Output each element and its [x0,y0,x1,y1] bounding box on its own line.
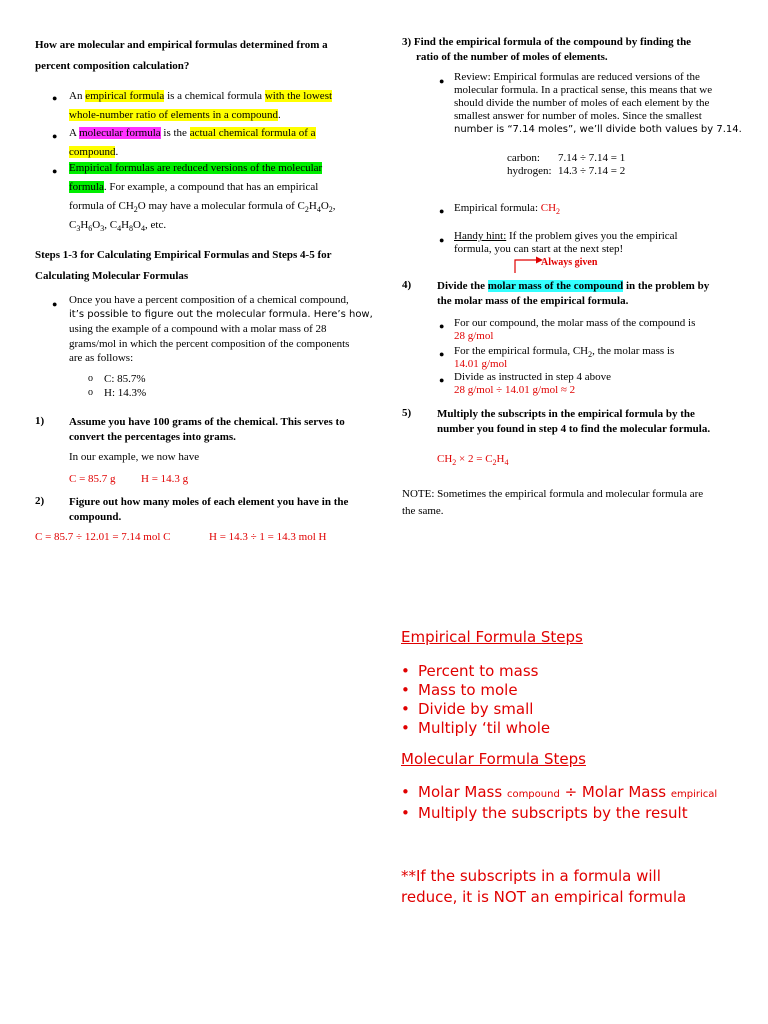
bullet-icon: ● [52,93,58,103]
step-4-compound-mass: For our compound, the molar mass of the compound is 28 g/mol [454,317,696,342]
bullet-icon: ● [52,166,58,176]
hydrogen-moles: H = 14.3 ÷ 1 = 14.3 mol H [209,531,327,543]
bullet-icon: ● [439,349,445,359]
steps-heading: Steps 1-3 for Calculating Empirical Formulas and Steps 4-5 for Calculating Molecular Formulas [35,249,332,282]
step-1-text: Assume you have 100 grams of the chemical. This serves to convert the percentages into grams. [69,416,345,443]
hydrogen-ratio: 14.3 ÷ 7.14 = 2 [558,165,626,177]
list-item: • Percent to mass [401,662,539,680]
step-2-text: Figure out how many moles of each element you have in the compound. [69,496,349,523]
always-given-label: Always given [541,257,598,268]
bullet-icon: ● [439,76,445,86]
percent-carbon: C: 85.7% [104,373,146,385]
empirical-steps-title: Empirical Formula Steps [401,628,583,646]
circle-bullet-icon: o [88,373,93,384]
empirical-formula-result: Empirical formula: $CH_2$ [454,202,561,217]
review-paragraph: Review: Empirical formulas are reduced versions of the molecular formula. In a practical sense, this means that we should divide the number of moles of each element by the smallest answer for number of moles. Since the smallest number is “7.14 moles”, we’ll divide both values by 7.14. [454,71,742,135]
step-1-example: In our example, we now have [69,451,200,463]
carbon-grams: C = 85.7 g [69,473,116,485]
molecular-definition: A molecular formula is the actual chemical formula of a compound. [69,127,316,158]
list-item: • Mass to mole [401,681,518,699]
bullet-icon: ● [439,321,445,331]
hydrogen-label: hydrogen: [507,165,552,177]
step-4-number: 4) [402,279,412,291]
carbon-label: carbon: [507,152,540,164]
bullet-icon: ● [52,131,58,141]
list-item: • Molar Mass compound ÷ Molar Mass empirical [401,783,718,801]
bullet-icon: ● [439,235,445,245]
bullet-icon: ● [439,206,445,216]
step-5-text: Multiply the subscripts in the empirical formula by the number you found in step 4 to find the molecular formula. [437,408,711,435]
molecular-formula-equation: $CH_2 \times 2 = C_2H_4$ [437,453,509,468]
carbon-moles: C = 85.7 ÷ 12.01 = 7.14 mol C [35,531,171,543]
step-4-divide: Divide as instructed in step 4 above 28 g/mol ÷ 14.01 g/mol ≈ 2 [454,371,612,396]
list-item: • Multiply the subscripts by the result [401,804,688,822]
step-3-heading: 3) Find the empirical formula of the compound by finding the ratio of the number of moles of elements. [402,36,692,63]
percent-hydrogen: H: 14.3% [104,387,147,399]
step-1-number: 1) [35,415,45,427]
carbon-ratio: 7.14 ÷ 7.14 = 1 [558,152,626,164]
step-5-number: 5) [402,407,412,419]
list-item: • Multiply ‘til whole [401,719,551,737]
reduced-versions-text: Empirical formulas are reduced versions of the molecular formula. For example, a compound that has an empirical formula of $CH_2O$ may have a molecular formula of $C_2H_4O_2$, $C_3H_6O_3$, $C_4H_8O_4$, etc. [69,162,336,234]
bullet-icon: ● [439,375,445,385]
molecular-steps-title: Molecular Formula Steps [401,750,586,768]
step-4-text: Divide the molar mass of the compound in the problem by the molar mass of the empirical formula. [437,280,710,307]
handy-hint: Handy hint: If the problem gives you the empirical formula, you can start at the next step! [454,230,678,255]
list-item: • Divide by small [401,700,534,718]
circle-bullet-icon: o [88,387,93,398]
molecular-steps-list [401,783,717,823]
empirical-definition: An empirical formula is a chemical formula with the lowest whole-number ratio of elements in a compound. [69,90,333,121]
hydrogen-grams: H = 14.3 g [141,473,189,485]
step-4-empirical-mass: For the empirical formula, $CH_2$, the molar mass is 14.01 g/mol [454,345,675,370]
empirical-steps-list [401,662,550,738]
intro-paragraph: Once you have a percent composition of a chemical compound, it’s possible to figure out the molecular formula. Here’s how, using the example of a compound with a molar mass of 28 grams/mol in which the percent composition of the components are as follows: [69,294,373,364]
bullet-icon: ● [52,299,58,309]
question-heading: How are molecular and empirical formulas determined from a percent composition calculation? [35,39,328,72]
step-2-number: 2) [35,495,45,507]
note-text: NOTE: Sometimes the empirical formula and molecular formula are the same. [402,488,704,517]
empirical-warning: **If the subscripts in a formula will reduce, it is NOT an empirical formula [401,867,687,906]
